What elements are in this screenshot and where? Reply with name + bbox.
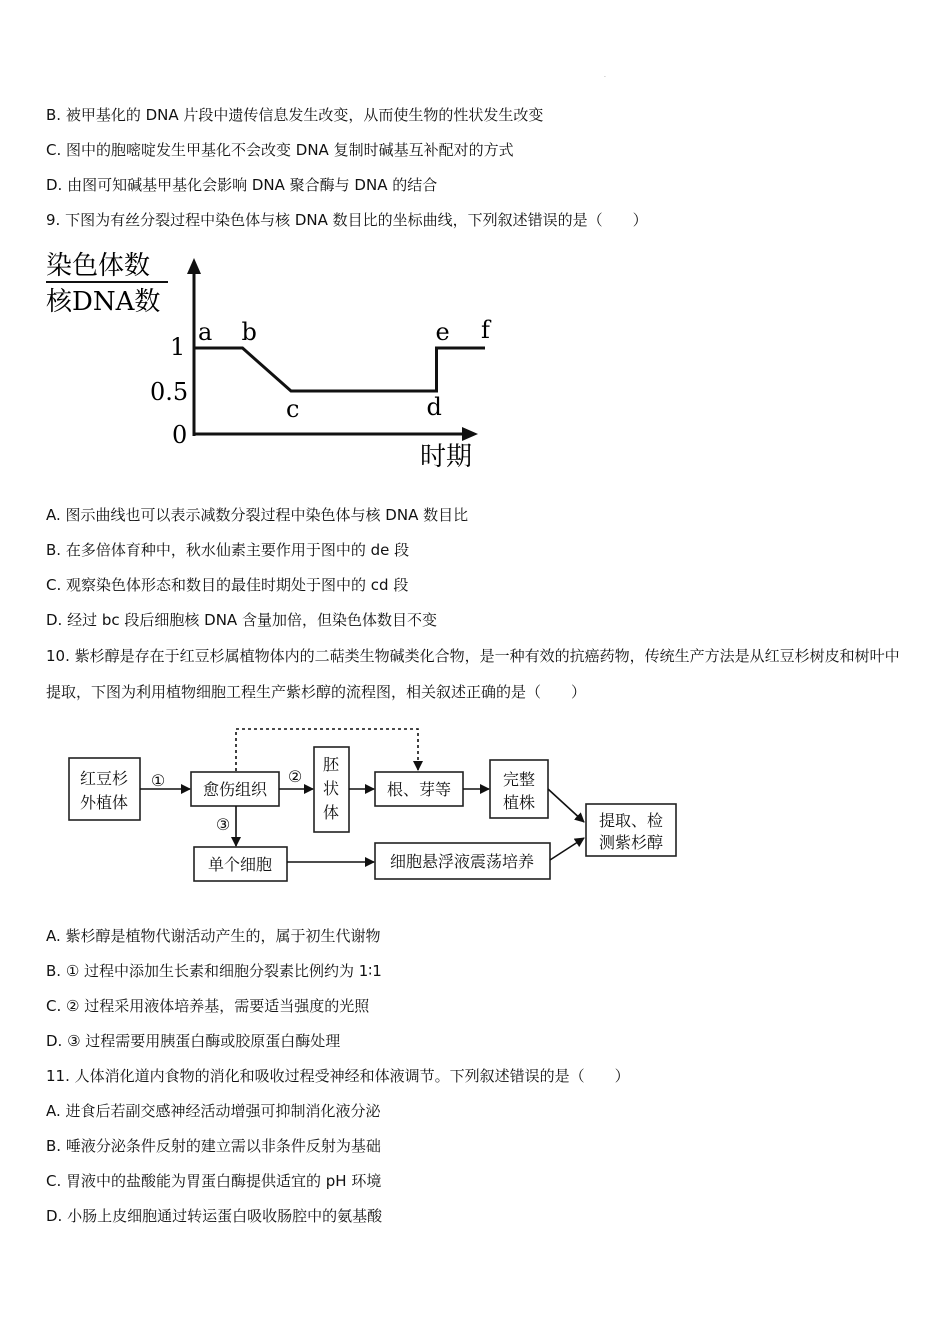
box-embryo-char1: 胚 bbox=[322, 755, 340, 774]
q8-option-d: D. 由图可知碱基甲基化会影响 DNA 聚合酶与 DNA 的结合 bbox=[46, 176, 438, 194]
q10-option-c: C. ② 过程采用液体培养基，需要适当强度的光照 bbox=[46, 997, 370, 1015]
chart-point-label-a: a bbox=[198, 318, 213, 346]
chart-marks bbox=[194, 316, 492, 423]
box-single-cell-label: 单个细胞 bbox=[207, 855, 273, 874]
q10-stem: 10. 紫杉醇是存在于红豆杉属植物体内的二萜类生物碱类化合物，是一种有效的抗癌药物，传统生产方法是从红豆杉树皮和树叶中提取，下图为利用植物细胞工程生产紫杉醇的流程图，相关叙述正确的是（ ） bbox=[46, 647, 900, 701]
box-explant-line1: 红豆杉 bbox=[79, 769, 129, 788]
step-2-label: ② bbox=[287, 767, 303, 786]
q11-option-b: B. 唾液分泌条件反射的建立需以非条件反射为基础 bbox=[46, 1137, 381, 1155]
chart-y-axis-arrow bbox=[187, 258, 201, 274]
box-extract-line1: 提取、检 bbox=[598, 811, 664, 830]
q9-chart bbox=[40, 240, 500, 480]
arrow-plant-extract bbox=[548, 789, 584, 822]
chart-point-label-d: d bbox=[426, 393, 442, 421]
q11-option-d: D. 小肠上皮细胞通过转运蛋白吸收肠腔中的氨基酸 bbox=[46, 1207, 383, 1225]
q11-option-c: C. 胃液中的盐酸能为胃蛋白酶提供适宜的 pH 环境 bbox=[46, 1172, 382, 1190]
chart-x-axis-arrow bbox=[462, 427, 478, 441]
q9-option-a: A. 图示曲线也可以表示减数分裂过程中染色体与核 DNA 数目比 bbox=[46, 506, 469, 524]
chart-ylabel-denominator: 核DNA数 bbox=[46, 287, 161, 317]
box-callus-label: 愈伤组织 bbox=[202, 780, 268, 799]
q11-option-a: A. 进食后若副交感神经活动增强可抑制消化液分泌 bbox=[46, 1102, 381, 1120]
q10-option-d: D. ③ 过程需要用胰蛋白酶或胶原蛋白酶处理 bbox=[46, 1032, 341, 1050]
chart-point-label-f: f bbox=[481, 316, 490, 344]
chart-point-label-e: e bbox=[435, 318, 450, 346]
q10-option-b: B. ① 过程中添加生长素和细胞分裂素比例约为 1∶1 bbox=[46, 962, 382, 980]
chart-point-label-b: b bbox=[241, 318, 257, 346]
q9-option-d: D. 经过 bc 段后细胞核 DNA 含量加倍，但染色体数目不变 bbox=[46, 611, 437, 629]
q10-flowchart bbox=[60, 722, 700, 892]
box-embryo-char3: 体 bbox=[322, 803, 340, 822]
chart-series-line bbox=[194, 348, 485, 391]
q11-stem: 11. 人体消化道内食物的消化和吸收过程受神经和体液调节。下列叙述错误的是（ ） bbox=[46, 1067, 630, 1085]
q10-option-a: A. 紫杉醇是植物代谢活动产生的，属于初生代谢物 bbox=[46, 927, 381, 945]
chart-xlabel: 时期 bbox=[420, 442, 473, 472]
box-extract-line2: 测紫杉醇 bbox=[598, 833, 664, 852]
q8-option-c: C. 图中的胞嘧啶发生甲基化不会改变 DNA 复制时碱基互补配对的方式 bbox=[46, 141, 514, 159]
box-embryo-char2: 状 bbox=[322, 779, 340, 798]
chart-point-label-c: c bbox=[286, 395, 300, 423]
box-roots-label: 根、芽等 bbox=[386, 780, 452, 799]
q9-stem: 9. 下图为有丝分裂过程中染色体与核 DNA 数目比的坐标曲线，下列叙述错误的是（ ） bbox=[46, 211, 648, 229]
chart-ytick-1: 1 bbox=[170, 333, 186, 361]
chart-ylabel-numerator: 染色体数 bbox=[46, 251, 151, 281]
chart-ytick-0.5: 0.5 bbox=[150, 378, 189, 406]
box-suspension-label: 细胞悬浮液震荡培养 bbox=[389, 852, 535, 871]
q9-option-b: B. 在多倍体育种中，秋水仙素主要作用于图中的 de 段 bbox=[46, 541, 410, 559]
box-plant-line1: 完整 bbox=[502, 770, 536, 789]
box-explant-line2: 外植体 bbox=[79, 793, 129, 812]
box-plant-line2: 植株 bbox=[502, 793, 536, 812]
page-mark: · bbox=[604, 74, 606, 81]
chart-ytick-0: 0 bbox=[172, 421, 188, 449]
arrow-suspension-extract bbox=[550, 838, 584, 860]
step-3-label: ③ bbox=[215, 815, 231, 834]
q9-option-c: C. 观察染色体形态和数目的最佳时期处于图中的 cd 段 bbox=[46, 576, 409, 594]
q8-option-b: B. 被甲基化的 DNA 片段中遗传信息发生改变，从而使生物的性状发生改变 bbox=[46, 106, 544, 124]
step-1-label: ① bbox=[150, 771, 166, 790]
